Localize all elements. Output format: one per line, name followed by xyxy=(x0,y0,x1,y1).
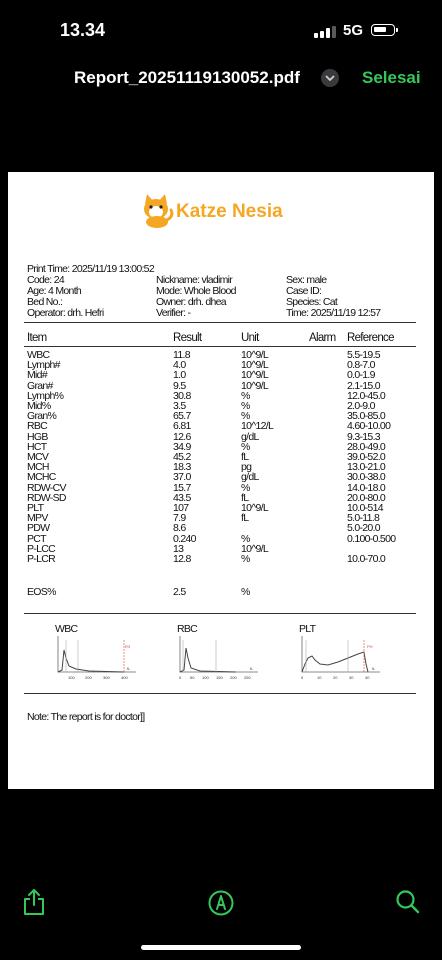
search-icon[interactable] xyxy=(395,889,421,915)
row-reference: 5.0-11.8 xyxy=(347,512,380,525)
row-item: RBC xyxy=(27,420,48,433)
owner: Owner: drh. dhea xyxy=(156,296,226,308)
row-reference: 10.0-70.0 xyxy=(347,553,386,565)
row-item: RDW-CV xyxy=(27,481,66,494)
row-result: 4.0 xyxy=(173,359,186,372)
column-item: Item xyxy=(27,332,47,344)
plt-tick: 10 xyxy=(317,675,322,680)
row-reference: 2.1-15.0 xyxy=(347,379,380,392)
plt-fl-label: fL xyxy=(372,667,375,671)
row-item: Gran# xyxy=(27,379,53,392)
row-item: RDW-SD xyxy=(27,491,66,504)
row-result: 12.6 xyxy=(173,430,191,443)
plt-tick: 40 xyxy=(365,675,370,680)
row-result: 3.5 xyxy=(173,400,186,412)
row-item: Mid# xyxy=(27,369,47,382)
column-unit: Unit xyxy=(241,332,259,344)
wbc-histogram-label: WBC xyxy=(55,623,78,635)
row-unit: 10^9/L xyxy=(241,502,269,514)
wbc-fl-label: fL xyxy=(127,667,130,671)
row-unit: 10^9/L xyxy=(241,379,269,392)
row-item: HCT xyxy=(27,440,47,453)
row-item: P-LCC xyxy=(27,542,56,555)
divider xyxy=(24,693,416,694)
row-result: 11.8 xyxy=(173,349,190,361)
row-result: 15.7 xyxy=(173,481,191,494)
row-unit: pg xyxy=(241,461,252,474)
divider xyxy=(24,322,416,323)
rbc-tick: 200 xyxy=(230,675,237,680)
title-menu-chevron-icon[interactable] xyxy=(321,69,339,87)
row-reference: 5.0-20.0 xyxy=(347,522,380,535)
row-reference: 0.100-0.500 xyxy=(347,532,396,545)
row-item: PDW xyxy=(27,522,50,535)
row-reference: 20.0-80.0 xyxy=(347,491,386,504)
row-reference: 10.0-514 xyxy=(347,502,383,514)
row-result: 107 xyxy=(173,502,189,514)
row-unit: % xyxy=(241,532,250,545)
row-unit: g/dL xyxy=(241,430,259,443)
eos-result: 2.5 xyxy=(173,586,186,598)
bed-no: Bed No.: xyxy=(27,296,63,308)
sample-time: Time: 2025/11/19 12:57 xyxy=(286,307,381,319)
row-result: 0.240 xyxy=(173,532,196,545)
row-result: 37.0 xyxy=(173,471,191,484)
row-unit: % xyxy=(241,481,250,494)
row-result: 34.9 xyxy=(173,440,191,453)
battery-tip xyxy=(396,28,398,32)
done-button[interactable]: Selesai xyxy=(362,68,421,87)
row-result: 18.3 xyxy=(173,461,191,474)
column-result: Result xyxy=(173,332,202,344)
row-result: 65.7 xyxy=(173,410,191,423)
row-unit: % xyxy=(241,389,250,402)
divider xyxy=(24,613,416,614)
wbc-marker: R3 xyxy=(125,644,131,649)
rbc-tick: 0 xyxy=(179,675,182,680)
row-reference: 2.0-9.0 xyxy=(347,400,375,412)
plt-tick: 20 xyxy=(333,675,338,680)
case-id: Case ID: xyxy=(286,285,322,297)
species: Species: Cat xyxy=(286,296,338,308)
row-result: 6.81 xyxy=(173,420,191,433)
rbc-tick: 100 xyxy=(202,675,209,680)
row-item: MCV xyxy=(27,451,49,463)
row-item: Mid% xyxy=(27,400,51,412)
row-reference: 12.0-45.0 xyxy=(347,389,386,402)
rbc-histogram xyxy=(176,634,260,682)
rbc-fl-label: fL xyxy=(250,667,253,671)
sex: Sex: male xyxy=(286,274,327,286)
battery-icon xyxy=(371,24,395,36)
divider xyxy=(24,346,416,347)
plt-tick: 0 xyxy=(301,675,304,680)
column-reference: Reference xyxy=(347,332,394,344)
row-reference: 5.5-19.5 xyxy=(347,349,380,361)
row-result: 45.2 xyxy=(173,451,191,463)
rbc-tick: 50 xyxy=(190,675,195,680)
plt-marker: PH xyxy=(367,644,373,649)
plt-histogram xyxy=(298,634,382,682)
row-unit: fL xyxy=(241,451,249,463)
age: Age: 4 Month xyxy=(27,285,82,297)
row-reference: 28.0-49.0 xyxy=(347,440,386,453)
row-result: 7.9 xyxy=(173,512,186,525)
row-reference: 30.0-38.0 xyxy=(347,471,386,484)
mode: Mode: Whole Blood xyxy=(156,285,236,297)
cellular-signal-icon xyxy=(314,26,336,38)
wbc-tick: 100 xyxy=(68,675,75,680)
row-item: Lymph% xyxy=(27,389,64,402)
row-result: 1.0 xyxy=(173,369,186,382)
row-result: 12.8 xyxy=(173,553,191,565)
cat-logo-icon xyxy=(136,190,176,230)
row-item: WBC xyxy=(27,349,50,361)
brand-name: Katze Nesia xyxy=(176,201,283,222)
row-item: MCHC xyxy=(27,471,56,484)
rbc-tick: 150 xyxy=(216,675,223,680)
nickname: Nickname: vladimir xyxy=(156,274,233,286)
row-reference: 9.3-15.3 xyxy=(347,430,380,443)
row-result: 8.6 xyxy=(173,522,186,535)
row-unit: % xyxy=(241,410,250,423)
row-item: P-LCR xyxy=(27,553,56,565)
row-unit: % xyxy=(241,553,250,565)
rbc-histogram-label: RBC xyxy=(177,623,198,635)
eos-unit: % xyxy=(241,586,250,598)
row-result: 13 xyxy=(173,542,184,555)
share-icon[interactable] xyxy=(22,888,46,916)
row-item: HGB xyxy=(27,430,48,443)
row-item: PLT xyxy=(27,502,44,514)
plt-histogram-label: PLT xyxy=(299,623,316,635)
row-item: MCH xyxy=(27,461,49,474)
bottom-toolbar xyxy=(0,880,442,930)
row-reference: 39.0-52.0 xyxy=(347,451,386,463)
column-alarm: Alarm xyxy=(309,332,336,344)
row-unit: % xyxy=(241,440,250,453)
row-unit: 10^9/L xyxy=(241,542,269,555)
wbc-tick: 300 xyxy=(103,675,110,680)
network-type: 5G xyxy=(343,22,364,39)
verifier: Verifier: - xyxy=(156,307,191,319)
row-result: 43.5 xyxy=(173,491,191,504)
status-time: 13.34 xyxy=(60,20,106,40)
wbc-tick: 200 xyxy=(85,675,92,680)
document-title[interactable]: Report_20251119130052.pdf xyxy=(74,68,300,87)
row-unit: fL xyxy=(241,512,249,525)
wbc-histogram xyxy=(54,634,138,682)
home-indicator[interactable] xyxy=(141,945,301,950)
pdf-page xyxy=(8,172,434,789)
plt-tick: 30 xyxy=(349,675,354,680)
row-unit: 10^9/L xyxy=(241,369,269,382)
markup-pen-icon[interactable] xyxy=(208,890,234,916)
operator: Operator: drh. Hefri xyxy=(27,307,104,319)
row-item: PCT xyxy=(27,532,46,545)
row-item: Gran% xyxy=(27,410,57,423)
row-reference: 35.0-85.0 xyxy=(347,410,386,423)
status-bar xyxy=(0,0,442,58)
rbc-tick: 250 xyxy=(244,675,251,680)
row-item: MPV xyxy=(27,512,48,525)
row-unit: 10^9/L xyxy=(241,349,269,361)
nav-bar xyxy=(0,58,442,104)
report-note: Note: The report is for doctor]] xyxy=(27,711,145,723)
row-reference: 4.60-10.00 xyxy=(347,420,391,433)
row-item: Lymph# xyxy=(27,359,60,372)
row-result: 9.5 xyxy=(173,379,186,392)
row-reference: 14.0-18.0 xyxy=(347,481,386,494)
row-unit: fL xyxy=(241,491,249,504)
row-reference: 13.0-21.0 xyxy=(347,461,386,474)
print-time: Print Time: 2025/11/19 13:00:52 xyxy=(27,263,154,275)
row-reference: 0.0-1.9 xyxy=(347,369,375,382)
row-reference: 0.8-7.0 xyxy=(347,359,375,372)
row-unit: g/dL xyxy=(241,471,259,484)
row-unit: % xyxy=(241,400,250,412)
eos-item: EOS% xyxy=(27,586,56,598)
row-unit: 10^9/L xyxy=(241,359,269,372)
row-result: 30.8 xyxy=(173,389,191,402)
code: Code: 24 xyxy=(27,274,65,286)
wbc-tick: 400 xyxy=(121,675,128,680)
row-unit: 10^12/L xyxy=(241,420,274,433)
